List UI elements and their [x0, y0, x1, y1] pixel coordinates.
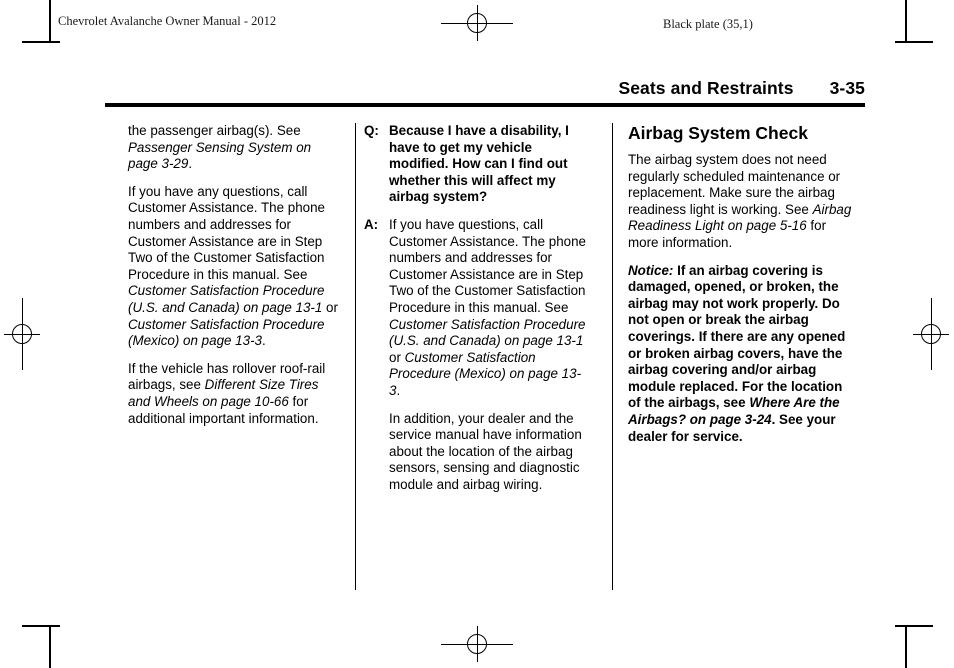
- crop-mark-top-left-horizontal: [22, 41, 60, 43]
- cross-reference[interactable]: Different Size Tires and Wheels on page 10-66: [128, 377, 319, 409]
- registration-vertical-line: [22, 298, 23, 370]
- text-run: or: [389, 349, 405, 365]
- manual-title: Chevrolet Avalanche Owner Manual - 2012: [58, 14, 277, 28]
- cross-reference[interactable]: Customer Satisfaction Procedure (Mexico) on page 13-3: [389, 349, 582, 398]
- cross-reference[interactable]: Passenger Sensing System on page 3-29: [128, 139, 312, 172]
- faq-answer: [364, 217, 592, 400]
- text-run: for additional important information.: [128, 393, 319, 426]
- registration-vertical-line: [477, 626, 478, 662]
- cross-reference[interactable]: Customer Satisfaction Procedure (Mexico) on page 13-3: [128, 316, 325, 349]
- text-run: or: [322, 299, 338, 315]
- text-run: .: [188, 156, 193, 172]
- text-run: If the vehicle has rollover roof-rail airbags, see: [128, 360, 326, 393]
- text-run: The airbag system does not need regularly scheduled maintenance or replacement. Make sure the airbag readiness light is working. See: [628, 152, 841, 217]
- column-divider-left: [355, 123, 356, 590]
- section-name: Seats and Restraints: [618, 78, 794, 98]
- text-run: .: [261, 333, 266, 349]
- paragraph-passenger-airbag: [128, 123, 342, 173]
- text-run: If you have any questions, call Customer Assistance. The phone numbers and addresses for Customer Assistance are in Step Two of the Customer Satisfaction Procedure in this manual. See: [128, 183, 326, 282]
- crop-mark-bottom-right-vertical: [905, 626, 907, 668]
- text-run: If you have questions, call Customer Assistance. The phone numbers and addresses for Customer Assistance are in Step Two of the Customer Satisfaction Procedure in this manual. See: [389, 216, 587, 315]
- text-column-2: [364, 123, 592, 493]
- paragraph-customer-assistance: [128, 184, 342, 350]
- notice-block: [628, 263, 858, 446]
- crop-mark-bottom-left-vertical: [49, 626, 51, 668]
- notice-label: Notice:: [628, 262, 674, 278]
- paragraph-rollover-roof-rail: [128, 361, 342, 427]
- text-run: .: [396, 382, 401, 398]
- section-header-titles: [105, 78, 865, 103]
- section-header: [105, 78, 865, 107]
- column-divider-right: [612, 123, 613, 590]
- page-number: 3-35: [829, 78, 865, 98]
- text-column-1: [128, 123, 342, 427]
- paragraph-airbag-system-maintenance: [628, 152, 858, 252]
- cross-reference[interactable]: Customer Satisfaction Procedure (U.S. and Canada) on page 13-1: [128, 283, 325, 315]
- text-run: . See your dealer for service.: [628, 411, 836, 444]
- cross-reference[interactable]: Where Are the Airbags? on page 3-24: [628, 395, 840, 427]
- crop-mark-bottom-right-horizontal: [895, 625, 933, 627]
- registration-vertical-line: [477, 5, 478, 41]
- faq-question: [364, 123, 592, 206]
- question-label: Q:: [364, 123, 379, 138]
- question-text: Because I have a disability, I have to get my vehicle modified. How can I find out whether this will affect my airbag system?: [389, 123, 569, 205]
- text-run: for more information.: [628, 218, 827, 250]
- airbag-system-check-heading: Airbag System Check: [628, 123, 808, 143]
- cross-reference[interactable]: Customer Satisfaction Procedure (U.S. and Canada) on page 13-1: [389, 316, 586, 349]
- crop-mark-top-right-horizontal: [895, 41, 933, 43]
- black-plate-label: Black plate (35,1): [663, 17, 753, 31]
- text-run: the passenger airbag(s). See: [128, 123, 301, 138]
- paragraph-dealer-service-manual: In addition, your dealer and the service manual have information about the location of the airbag sensors, sensing and diagnostic module and airbag wiring.: [389, 410, 582, 492]
- text-column-3: [628, 123, 858, 445]
- section-header-rule: [105, 103, 865, 107]
- text-run: If an airbag covering is damaged, opened, or broken, the airbag may not work properly. Do not open or break the airbag coverings. If there are any opened or broken airbag covers, have the airbag covering and/or airbag module replaced. For the location of the airbags, see: [628, 262, 846, 411]
- cross-reference[interactable]: Airbag Readiness Light on page 5-16: [628, 201, 852, 234]
- crop-mark-top-left-vertical: [49, 0, 51, 42]
- answer-label: A:: [364, 216, 379, 232]
- answer-text: [389, 217, 592, 400]
- registration-vertical-line: [931, 298, 932, 370]
- crop-mark-top-right-vertical: [905, 0, 907, 42]
- crop-mark-bottom-left-horizontal: [22, 625, 60, 627]
